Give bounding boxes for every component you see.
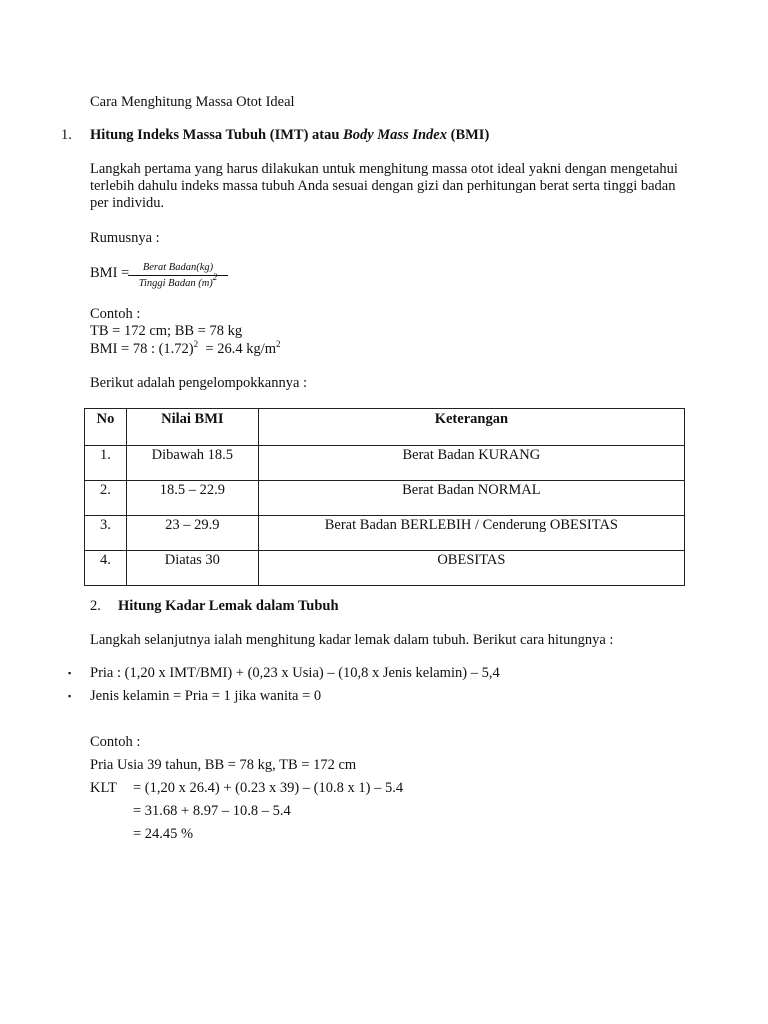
table-cell-nilai-bmi: 18.5 – 22.9 xyxy=(126,481,258,516)
table-cell-no: 3. xyxy=(85,516,127,551)
list-item: Pria : (1,20 x IMT/BMI) + (0,23 x Usia) – (10,8 x Jenis kelamin) – 5,4 xyxy=(90,665,500,681)
table-cell-keterangan: Berat Badan KURANG xyxy=(258,446,684,481)
contoh-2-line-1: Pria Usia 39 tahun, BB = 78 kg, TB = 172 cm xyxy=(90,757,357,773)
grouping-intro: Berikut adalah pengelompokkannya : xyxy=(90,375,308,391)
section-2-paragraph: Langkah selanjutnya ialah menghitung kadar lemak dalam tubuh. Berikut cara hitungnya : xyxy=(90,632,614,648)
contoh-1-line-1: TB = 172 cm; BB = 78 kg xyxy=(90,323,243,339)
list-item: Jenis kelamin = Pria = 1 jika wanita = 0 xyxy=(90,688,322,704)
bmi-formula-fraction xyxy=(128,262,228,290)
table-cell-no: 1. xyxy=(85,446,127,481)
klt-line-1: = (1,20 x 26.4) + (0.23 x 39) – (10.8 x 1) – 5.4 xyxy=(133,780,404,796)
bmi-formula-label: BMI = xyxy=(90,265,130,281)
table-row xyxy=(85,551,685,586)
table-header-row xyxy=(85,409,685,446)
bmi-category-table xyxy=(84,408,685,586)
bmi-formula-denominator-exponent: 2 xyxy=(212,272,218,282)
table-cell-nilai-bmi: Diatas 30 xyxy=(126,551,258,586)
table-header-no: No xyxy=(85,409,127,446)
section-2-heading: Hitung Kadar Lemak dalam Tubuh xyxy=(118,598,339,614)
section-1-heading-part-b: Body Mass Index xyxy=(343,127,447,143)
contoh-1-line-2 xyxy=(90,341,281,358)
section-1-heading xyxy=(90,127,489,144)
table-cell-keterangan: Berat Badan BERLEBIH / Cenderung OBESITAS xyxy=(258,516,684,551)
table-cell-keterangan: Berat Badan NORMAL xyxy=(258,481,684,516)
table-row xyxy=(85,516,685,551)
section-2-number: 2. xyxy=(90,598,101,614)
contoh-1-line-2-exponent-1: 2 xyxy=(193,339,199,349)
table-cell-keterangan: OBESITAS xyxy=(258,551,684,586)
table-cell-no: 2. xyxy=(85,481,127,516)
bullet-icon: ▪ xyxy=(68,691,72,701)
table-header-nilai-bmi: Nilai BMI xyxy=(126,409,258,446)
klt-line-2: = 31.68 + 8.97 – 10.8 – 5.4 xyxy=(133,803,291,819)
contoh-2-label: Contoh : xyxy=(90,734,141,750)
document-title: Cara Menghitung Massa Otot Ideal xyxy=(90,94,295,110)
table-cell-nilai-bmi: Dibawah 18.5 xyxy=(126,446,258,481)
section-1-paragraph: Langkah pertama yang harus dilakukan untuk menghitung massa otot ideal yakni dengan mengetahui terlebih dahulu indeks massa tubuh Anda sesuai dengan gizi dan perhitungan berat serta tinggi badan per individu. xyxy=(90,161,678,211)
section-1-heading-part-c: (BMI) xyxy=(446,127,490,143)
table-row xyxy=(85,481,685,516)
bullet-icon: ▪ xyxy=(68,668,72,678)
contoh-1-label: Contoh : xyxy=(90,306,141,322)
section-1-heading-part-a: Hitung Indeks Massa Tubuh (IMT) atau xyxy=(90,127,344,143)
table-header-keterangan: Keterangan xyxy=(258,409,684,446)
section-1-number: 1. xyxy=(61,127,72,143)
klt-line-3: = 24.45 % xyxy=(133,826,194,842)
contoh-1-line-2-exponent-2: 2 xyxy=(276,339,281,349)
contoh-1-line-2-part-a: BMI = 78 : (1.72) xyxy=(90,341,194,357)
table-row xyxy=(85,446,685,481)
bmi-formula-denominator-text: Tinggi Badan (m) xyxy=(138,278,213,289)
rumus-label: Rumusnya : xyxy=(90,230,160,246)
contoh-1-line-2-part-b: = 26.4 kg/m xyxy=(198,341,277,357)
table-cell-nilai-bmi: 23 – 29.9 xyxy=(126,516,258,551)
bmi-formula-numerator: Berat Badan(kg) xyxy=(128,262,228,276)
klt-label: KLT xyxy=(90,780,117,796)
bmi-formula-denominator xyxy=(128,272,228,290)
table-cell-no: 4. xyxy=(85,551,127,586)
